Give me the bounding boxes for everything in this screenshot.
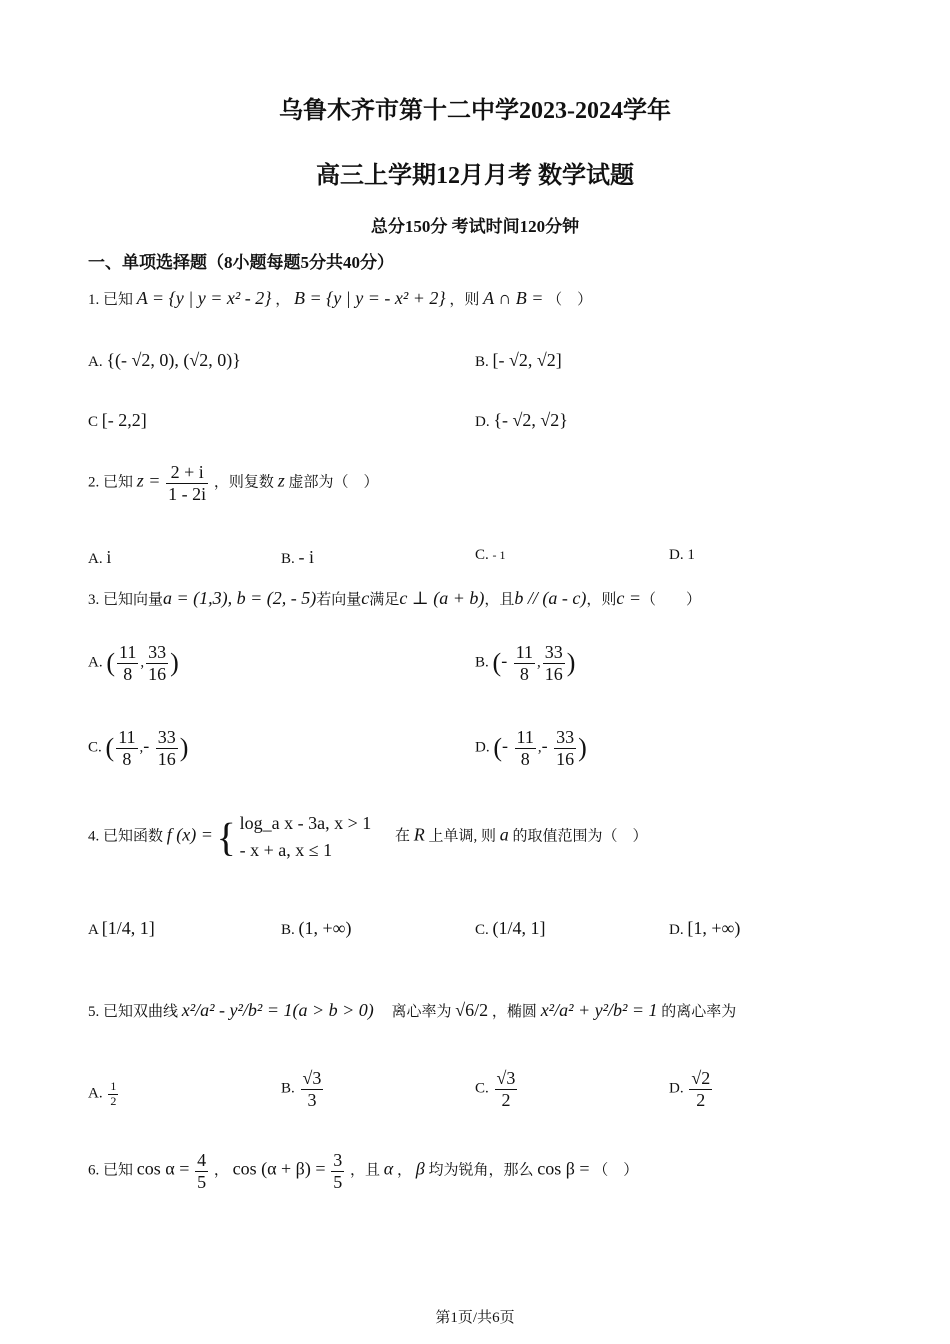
q3-mid4: ，则 — [586, 592, 617, 608]
q1-option-a[interactable] — [88, 350, 241, 371]
q5-tail: 的离心率为 — [661, 1004, 737, 1020]
option-text: i — [106, 547, 112, 567]
q3-mid1: 若向量 — [316, 592, 362, 608]
denominator: 8 — [519, 663, 529, 684]
q3-mid3: ，且 — [484, 592, 515, 608]
exam-subtitle: 总分150分 考试时间120分钟 — [370, 217, 580, 236]
q3-option-b[interactable]: B. (- $\frac{11}{8}$ , $\frac{33}{16}$ ) — [475, 642, 576, 684]
question-6 — [88, 1150, 638, 1192]
option-label: C. — [475, 922, 489, 938]
q4-prefix: 4. 已知函数 — [88, 828, 164, 845]
option-label: B. — [475, 354, 489, 370]
numerator: 11 — [119, 642, 137, 662]
option-label: D. — [669, 1080, 684, 1097]
q4-a: a — [499, 824, 509, 845]
option-label: C — [88, 414, 99, 430]
option-label: A. — [88, 1085, 103, 1102]
denominator: 16 — [544, 663, 563, 684]
q4-case2: - x + a, x ≤ 1 — [239, 840, 333, 860]
q2-numerator: 2 + i — [166, 462, 208, 484]
q4-case1: log_a x - 3a, x > 1 — [239, 813, 372, 833]
q2-denominator: 1 - 2i — [168, 483, 207, 504]
option-text: [- 2,2] — [101, 410, 147, 430]
option-label: C. — [475, 547, 489, 563]
title-line-1: 乌鲁木齐市第十二中学2023-2024学年 — [279, 98, 671, 124]
q1-setA: A = {y | y = x² - 2} — [136, 288, 272, 308]
sign: - — [143, 735, 154, 756]
q2-option-d[interactable] — [669, 547, 695, 564]
q1-suffix: ，则 — [449, 292, 480, 308]
q1-comma: ， — [275, 292, 291, 308]
q6-beta: β — [415, 1158, 425, 1179]
q2-suffix: ，则复数 — [213, 474, 274, 491]
denominator: 2 — [501, 1089, 511, 1110]
q1-option-b[interactable] — [475, 350, 562, 371]
q5-option-a[interactable] — [88, 1080, 120, 1109]
q2-fraction — [166, 462, 208, 504]
q4-cases — [240, 810, 372, 864]
question-1 — [88, 288, 592, 309]
option-text: (1, +∞) — [298, 918, 352, 938]
q6-d2: 5 — [333, 1171, 343, 1192]
q6-cos2: cos (α + β) = — [232, 1158, 326, 1179]
denominator: 16 — [556, 748, 575, 769]
question-4: 4. 已知函数 f (x) = { log_a x - 3a, x > 1 - x + a, x ≤ 1 在 R 上单调, 则 a 的取值范围为（ ） — [88, 810, 648, 864]
question-3 — [88, 588, 701, 609]
q1-paren: （ ） — [547, 292, 593, 308]
denominator: 16 — [157, 748, 176, 769]
numerator: 11 — [515, 642, 534, 662]
denominator: 3 — [307, 1089, 317, 1110]
denominator: 8 — [123, 663, 133, 684]
q5-ellipse: x²/a² + y²/b² = 1 — [540, 1000, 658, 1020]
numerator: √2 — [691, 1068, 711, 1088]
q2-tail: 虚部为（ ） — [288, 474, 379, 491]
option-text: - i — [298, 547, 315, 567]
section-heading: 一、单项选择题（8小题每题5分共40分） — [88, 253, 394, 272]
q3-option-d[interactable]: D. (- $\frac{11}{8}$ ,- $\frac{33}{16}$ ) — [475, 727, 587, 769]
numerator: √3 — [496, 1068, 516, 1088]
q5-option-b[interactable] — [281, 1068, 325, 1110]
q4-mid: 在 — [394, 828, 410, 845]
q4-option-a[interactable] — [88, 918, 155, 939]
sign: - — [501, 650, 512, 671]
option-text: - 1 — [492, 548, 506, 562]
q3-c: c — [361, 588, 370, 608]
option-label: B. — [475, 654, 489, 671]
option-label: B. — [281, 1080, 295, 1097]
q4-f: f (x) = — [166, 824, 213, 845]
q5-mid: 离心率为 — [391, 1004, 452, 1020]
q6-n1: 4 — [197, 1150, 207, 1170]
q6-cosb: cos β = — [537, 1158, 590, 1179]
sign: - — [541, 735, 553, 756]
q1-option-c[interactable] — [88, 410, 147, 431]
numerator: 33 — [157, 727, 176, 747]
denominator: 2 — [110, 1093, 117, 1108]
numerator: 1 — [110, 1079, 117, 1093]
q4-tail: 的取值范围为（ ） — [512, 828, 648, 845]
q6-mid2: 均为锐角，那么 — [428, 1162, 534, 1179]
q3-prefix: 3. 已知向量 — [88, 592, 164, 608]
option-label: C. — [475, 1080, 489, 1097]
q2-option-c[interactable] — [475, 547, 506, 564]
option-label: C. — [88, 739, 102, 756]
option-label: A — [88, 922, 99, 938]
denominator: 16 — [148, 663, 167, 684]
option-label: D. — [475, 414, 490, 430]
numerator: 11 — [118, 727, 136, 747]
q3-vectors: a = (1,3), b = (2, - 5) — [163, 588, 317, 608]
option-label: A. — [88, 551, 103, 567]
q5-ecc: √6/2 — [455, 1000, 489, 1020]
q5-option-d[interactable] — [669, 1068, 714, 1110]
numerator: 33 — [556, 727, 575, 747]
option-label: D. — [475, 739, 490, 756]
q4-option-c[interactable] — [475, 918, 546, 939]
q5-mid2: ，椭圆 — [491, 1004, 537, 1020]
q5-hyperbola: x²/a² - y²/b² = 1(a > b > 0) — [181, 1000, 374, 1020]
q4-mid2: 上单调, 则 — [428, 828, 496, 845]
option-label: D. — [669, 547, 684, 563]
denominator: 2 — [696, 1089, 706, 1110]
option-text: [1, +∞) — [687, 918, 741, 938]
numerator: 33 — [544, 642, 563, 662]
q6-n2: 3 — [333, 1150, 343, 1170]
option-label: D. — [669, 922, 684, 938]
q3-option-a[interactable]: A. ( $\frac{11}{8}$ , $\frac{33}{16}$ ) — [88, 642, 179, 684]
q4-option-b[interactable] — [281, 918, 352, 939]
q1-prefix: 1. 已知 — [88, 292, 134, 308]
q6-paren: （ ） — [593, 1162, 639, 1179]
option-label: B. — [281, 922, 295, 938]
question-2 — [88, 462, 378, 504]
option-text: {- √2, √2} — [493, 410, 568, 430]
q6-d1: 5 — [197, 1171, 207, 1192]
question-5 — [88, 1000, 736, 1021]
q1-option-d[interactable] — [475, 410, 568, 431]
q3-c2: c = — [616, 588, 642, 608]
q6-alpha: α — [383, 1158, 394, 1179]
q1-setB: B = {y | y = - x² + 2} — [293, 288, 446, 308]
q3-paren: （ ） — [641, 592, 702, 608]
sign: - — [502, 735, 513, 756]
q6-mid: ，且 — [349, 1162, 380, 1179]
option-text: [- √2, √2] — [492, 350, 562, 370]
q6-cos1: cos α = — [136, 1158, 190, 1179]
option-label: A. — [88, 654, 103, 671]
numerator: √3 — [302, 1068, 322, 1088]
q3-mid2: 满足 — [369, 592, 400, 608]
denominator: 8 — [520, 748, 530, 769]
q2-zvar: z — [277, 470, 285, 491]
q4-R: R — [413, 824, 425, 845]
option-label: B. — [281, 551, 295, 567]
q2-option-b[interactable] — [281, 547, 314, 568]
option-text: [1/4, 1] — [101, 918, 155, 938]
q6-comma: ， — [213, 1162, 229, 1179]
q6-comma2: ， — [396, 1162, 412, 1179]
q2-prefix: 2. 已知 — [88, 474, 134, 491]
q5-option-c[interactable] — [475, 1068, 519, 1110]
q2-option-a[interactable] — [88, 547, 111, 568]
title-line-2: 高三上学期12月月考 数学试题 — [316, 163, 634, 189]
option-label: A. — [88, 354, 103, 370]
numerator: 33 — [148, 642, 167, 662]
q6-prefix: 6. 已知 — [88, 1162, 134, 1179]
numerator: 11 — [516, 727, 534, 747]
page-number: 第1页/共6页 — [435, 1310, 515, 1326]
q1-expr: A ∩ B = — [483, 288, 544, 308]
q2-z: z = — [136, 470, 161, 491]
denominator: 8 — [122, 748, 132, 769]
q3-perp: c ⊥ (a + b) — [399, 588, 485, 608]
q5-prefix: 5. 已知双曲线 — [88, 1004, 179, 1020]
option-text: {(- √2, 0), (√2, 0)} — [106, 350, 241, 370]
q3-option-c[interactable]: C. ( $\frac{11}{8}$ ,- $\frac{33}{16}$ ) — [88, 727, 189, 769]
q4-option-d[interactable] — [669, 918, 740, 939]
option-text: (1/4, 1] — [492, 918, 546, 938]
q3-par: b // (a - c) — [514, 588, 587, 608]
option-text: 1 — [687, 547, 695, 563]
